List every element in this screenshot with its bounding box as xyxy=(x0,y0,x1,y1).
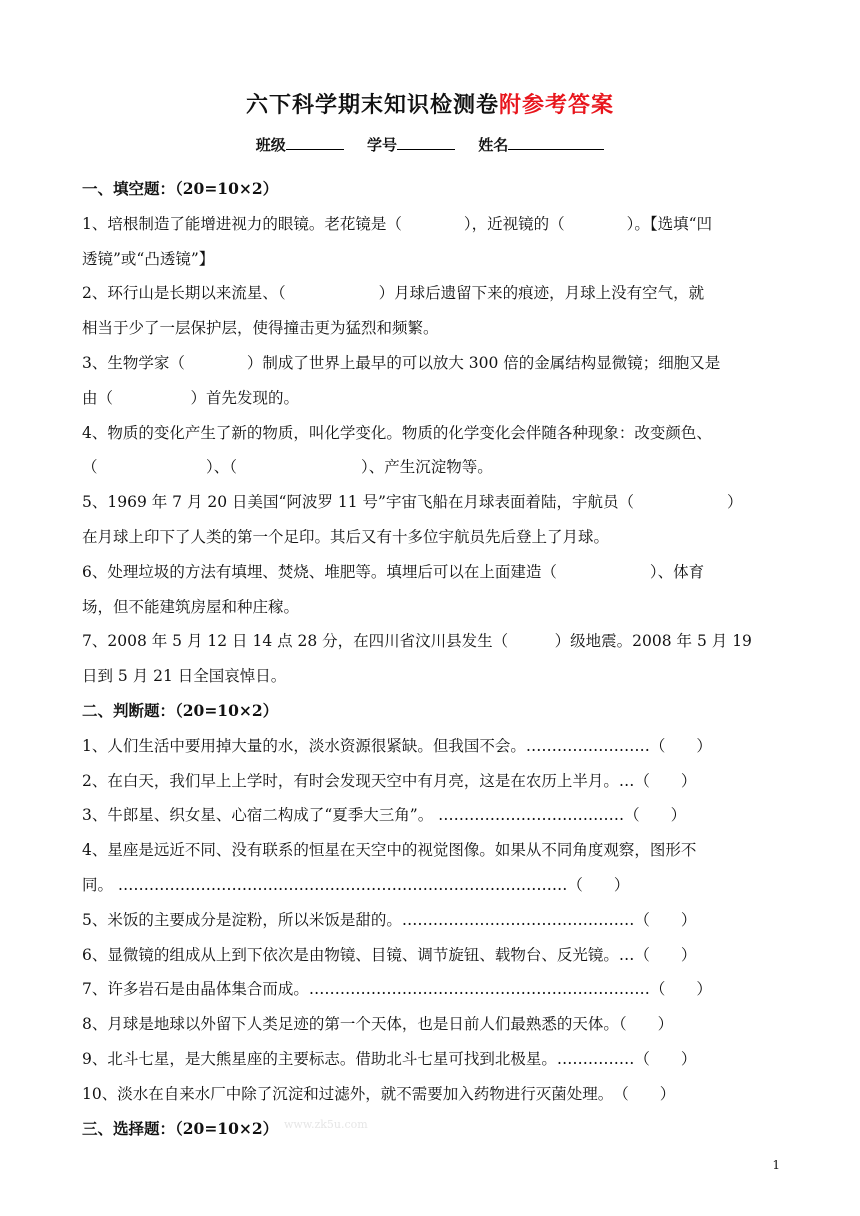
fill-question-4-line1: 4、物质的变化产生了新的物质，叫化学变化。物质的化学变化会伴随各种现象：改变颜色、 xyxy=(82,423,712,442)
fill-question-3-line1: 3、生物学家（ ）制成了世界上最早的可以放大 300 倍的金属结构显微镜；细胞又是 xyxy=(82,353,721,372)
fill-question-1-line2: 透镜”或“凸透镜”】 xyxy=(82,249,215,268)
judge-question-3: 3、牛郎星、织女星、心宿二构成了“夏季大三角”。 ………………………………（ ） xyxy=(82,806,687,825)
class-label: 班级 xyxy=(255,136,286,154)
judge-question-7: 7、许多岩石是由晶体集合而成。…………………………………………………………（ ） xyxy=(82,980,712,999)
judge-question-9: 9、北斗七星，是大熊星座的主要标志。借助北斗七星可找到北极星。……………（ ） xyxy=(82,1049,697,1068)
watermark-text: www.zk5u.com xyxy=(284,1118,368,1131)
fill-question-5-line2: 在月球上印下了人类的第一个足印。其后又有十多位宇航员先后登上了月球。 xyxy=(82,527,610,546)
section-heading-choice: 三、选择题：（20=10×2） xyxy=(82,1118,279,1138)
fill-question-3-line2: 由（ ）首先发现的。 xyxy=(82,388,300,407)
judge-question-5: 5、米饭的主要成分是淀粉，所以米饭是甜的。………………………………………（ ） xyxy=(82,910,697,929)
judge-question-10: 10、淡水在自来水厂中除了沉淀和过滤外，就不需要加入药物进行灭菌处理。 （ ） xyxy=(82,1084,676,1103)
student-info-row xyxy=(0,134,860,155)
name-label: 姓名 xyxy=(478,136,509,154)
fill-question-5-line1: 5、1969 年 7 月 20 日美国“阿波罗 11 号”宇宙飞船在月球表面着陆，宇航员（ ） xyxy=(82,493,743,512)
number-field[interactable] xyxy=(397,135,455,150)
page-number: 1 xyxy=(772,1158,780,1172)
judge-question-4-line2: 同。 ……………………………………………………………………………（ ） xyxy=(82,875,630,894)
judge-question-1: 1、人们生活中要用掉大量的水，淡水资源很紧缺。但我国不会。……………………（ ） xyxy=(82,736,712,755)
exam-body xyxy=(82,172,778,1146)
section-heading-fill: 一、填空题：（20=10×2） xyxy=(82,179,279,198)
fill-question-4-line2: （ ）、（ ）、产生沉淀物等。 xyxy=(82,458,493,477)
fill-question-6-line1: 6、处理垃圾的方法有填埋、焚烧、堆肥等。填埋后可以在上面建造（ ）、体育 xyxy=(82,562,705,581)
fill-question-1-line1: 1、培根制造了能增进视力的眼镜。老花镜是（ ），近视镜的（ ）。【选填“凹 xyxy=(82,214,713,233)
fill-question-2-line2: 相当于少了一层保护层，使得撞击更为猛烈和频繁。 xyxy=(82,319,439,338)
judge-question-8: 8、月球是地球以外留下人类足迹的第一个天体，也是日前人们最熟悉的天体。（ ） xyxy=(82,1015,674,1034)
section-heading-judge: 二、判断题：（20=10×2） xyxy=(82,700,279,720)
fill-question-2-line1: 2、环行山是长期以来流星、（ ）月球后遗留下来的痕迹，月球上没有空气，就 xyxy=(82,284,705,303)
judge-question-2: 2、在白天，我们早上上学时，有时会发现天空中有月亮，这是在农历上半月。…（ ） xyxy=(82,771,697,790)
title-main: 六下科学期末知识检测卷 xyxy=(245,92,499,118)
name-field[interactable] xyxy=(508,135,604,150)
judge-question-6: 6、显微镜的组成从上到下依次是由物镜、目镜、调节旋钮、载物台、反光镜。…（ ） xyxy=(82,945,697,964)
fill-question-7-line2: 日到 5 月 21 日全国哀悼日。 xyxy=(82,667,287,686)
fill-question-6-line2: 场，但不能建筑房屋和种庄稼。 xyxy=(82,597,300,616)
fill-question-7-line1: 7、2008 年 5 月 12 日 14 点 28 分，在四川省汶川县发生（ ）级地震。2008 年 5 月 19 xyxy=(82,632,752,651)
number-label: 学号 xyxy=(366,136,397,154)
class-field[interactable] xyxy=(286,135,344,150)
title-answer-tag: 附参考答案 xyxy=(499,92,615,118)
page-title xyxy=(0,88,860,119)
judge-question-4-line1: 4、星座是远近不同、没有联系的恒星在天空中的视觉图像。如果从不同角度观察，图形不 xyxy=(82,841,697,860)
